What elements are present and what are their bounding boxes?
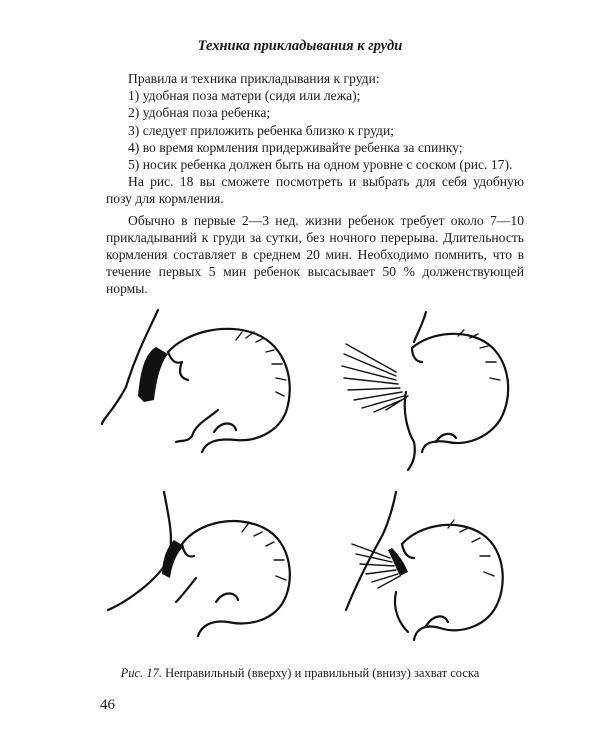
correct-latch-left-drawing: [108, 492, 290, 636]
incorrect-latch-right-drawing: [342, 312, 508, 470]
rule-item: 1) удобная поза матери (сидя или лежа);: [128, 88, 361, 104]
paragraph-figure-reference: На рис. 18 вы сможете посмотреть и выбрать для себя удобную позу для кормления.: [106, 174, 524, 207]
figure-caption-label: Рис. 17.: [120, 666, 162, 680]
breastfeeding-latch-illustration: [96, 292, 516, 647]
paragraph-feeding-frequency: Обычно в первые 2—3 нед. жизни ребенок требует около 7—10 прикладываний к груди за сутки, без ночного перерыва. Длительность кормления составляет в среднем 20 мин. Необходимо помнить, что в течение первых 5 мин ребенок высасывает 50 % долженствующей нормы.: [106, 212, 524, 297]
figure-caption-text: Неправильный (вверху) и правильный (внизу) захват соска: [165, 666, 480, 680]
section-title: Техника прикладывания к груди: [197, 38, 403, 54]
page-number: 46: [100, 697, 115, 713]
correct-latch-right-drawing: [346, 492, 503, 640]
rules-intro: Правила и техника прикладывания к груди:: [128, 71, 380, 86]
rule-item: 2) удобная поза ребенка;: [128, 105, 271, 121]
figure-caption: [0, 666, 600, 681]
rule-item: 4) во время кормления придерживайте ребенка за спинку;: [128, 139, 463, 155]
incorrect-latch-left-drawing: [102, 310, 290, 452]
body-text: [106, 70, 524, 298]
rule-item: 3) следует приложить ребенка близко к груди;: [128, 122, 395, 138]
rule-item: 5) носик ребенка должен быть на одном уровне с соском (рис. 17).: [128, 157, 513, 173]
